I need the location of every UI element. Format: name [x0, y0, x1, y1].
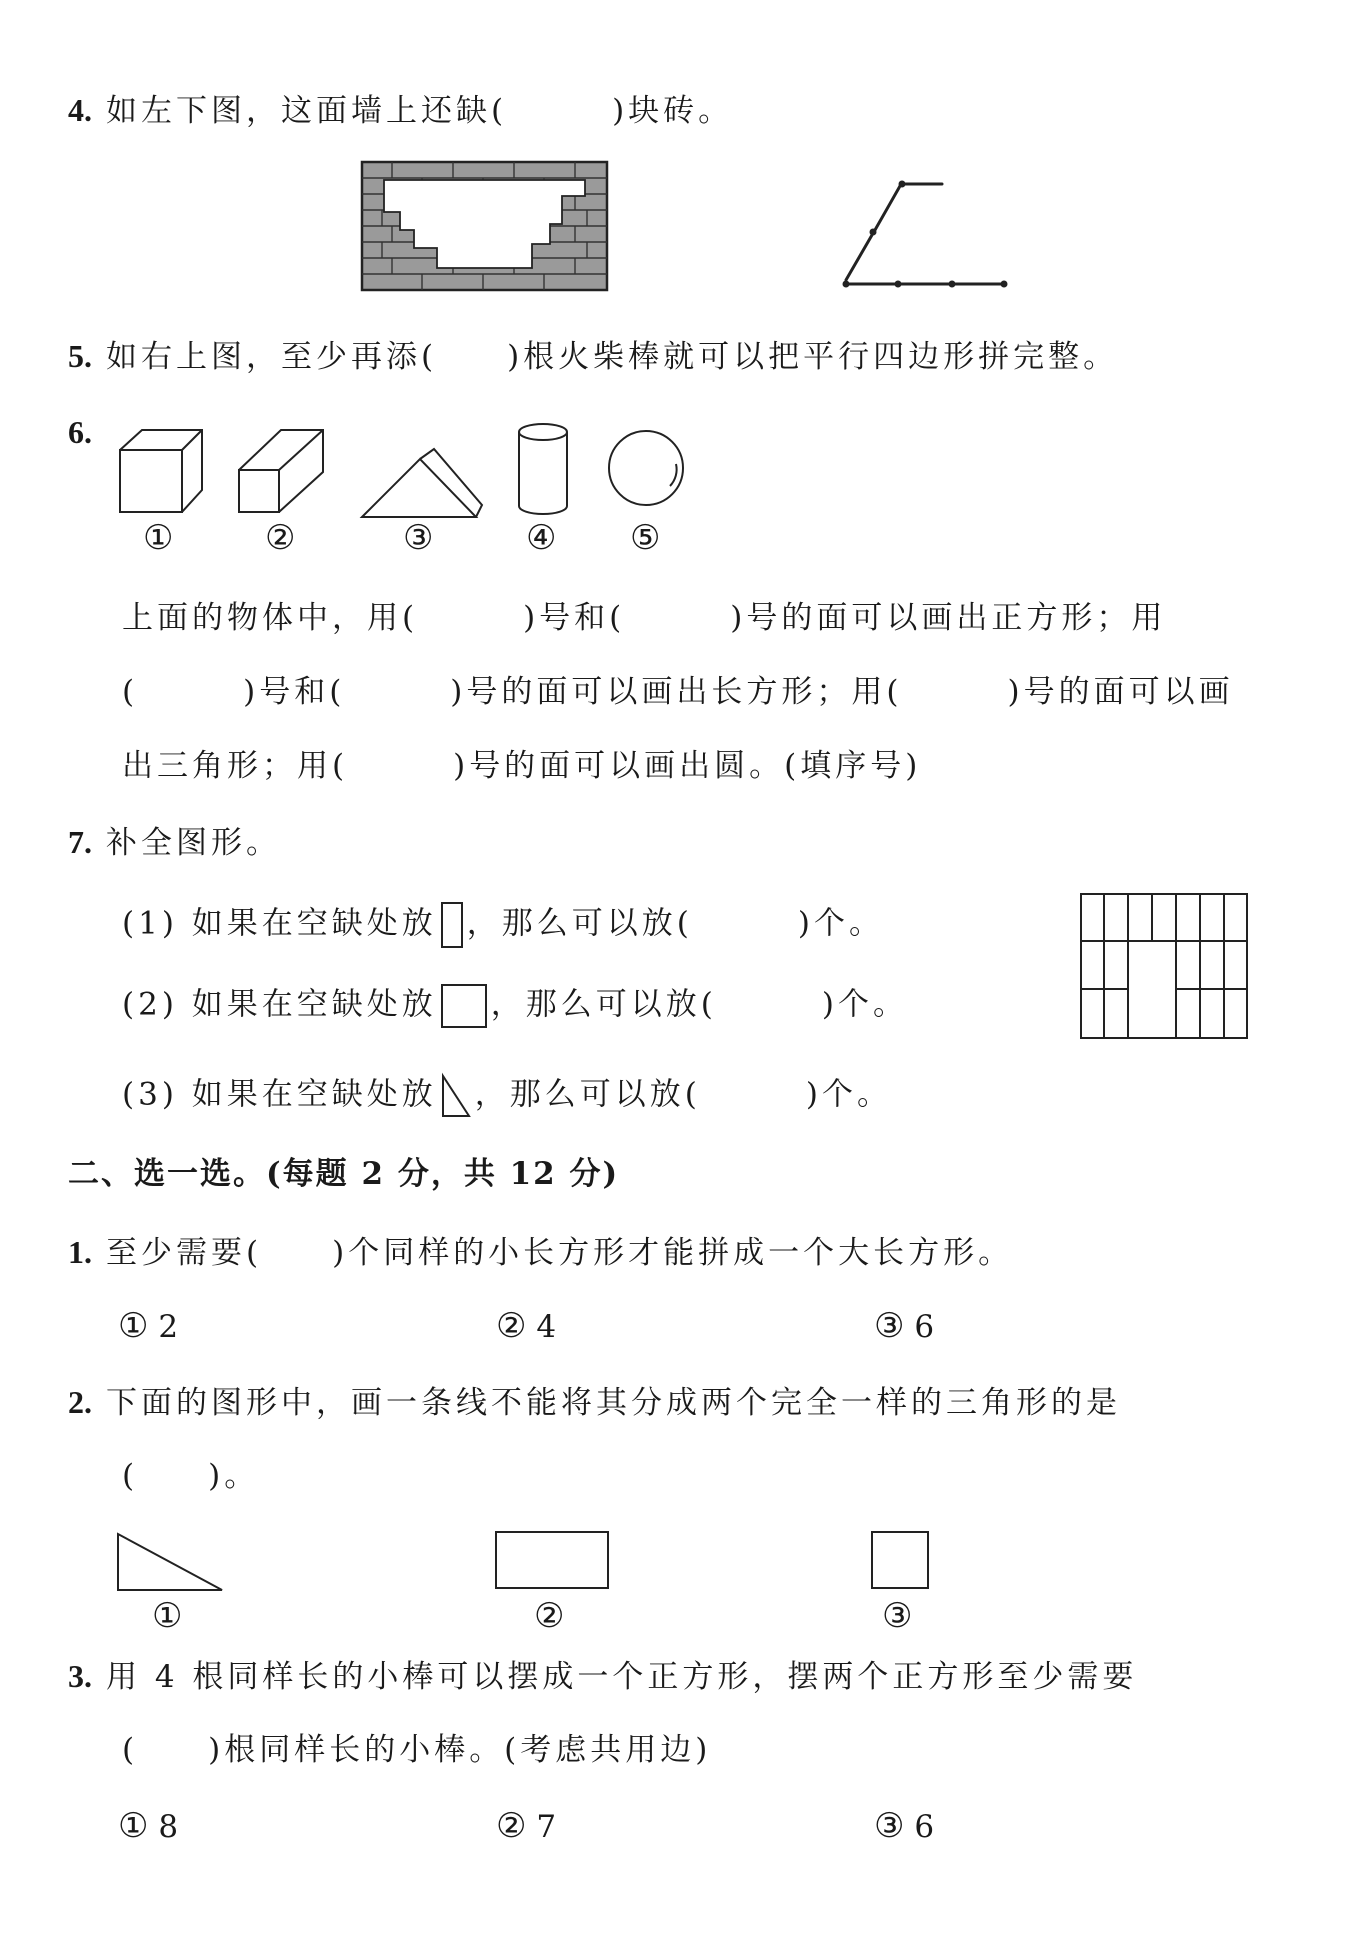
option-marker: ③ [874, 1806, 905, 1846]
question-7 [68, 822, 281, 863]
question-4 [68, 90, 733, 131]
grid-figure [1080, 893, 1250, 1041]
question-5 [68, 336, 1118, 377]
question-7-item-1 [122, 902, 884, 948]
item-prefix: (3) 如果在空缺处放 [122, 1076, 437, 1113]
item-suffix: ，那么可以放( )个。 [490, 986, 908, 1023]
choice-question-2 [68, 1382, 1121, 1423]
item-suffix: ，那么可以放( )个。 [474, 1076, 892, 1113]
question-7-item-3 [122, 1074, 892, 1118]
option-value: 6 [914, 1809, 935, 1845]
option-1[interactable] [118, 1806, 178, 1847]
item-prefix: (1) 如果在空缺处放 [122, 905, 437, 942]
tall-rectangle-icon [441, 902, 463, 948]
option-2[interactable] [496, 1806, 556, 1847]
choice-question-2-line-2: ( )。 [122, 1458, 260, 1494]
option-value: 6 [914, 1309, 935, 1345]
option-value: 2 [158, 1309, 179, 1345]
question-text: 如右上图，至少再添( )根火柴棒就可以把平行四边形拼完整。 [106, 339, 1119, 375]
cube-shape [118, 428, 208, 518]
matchstick-figure [840, 180, 1020, 290]
shape-label: ② [265, 518, 296, 558]
square-icon [441, 984, 487, 1028]
right-triangle-shape [116, 1532, 226, 1594]
shape-label: ② [534, 1596, 565, 1636]
shape-label: ① [152, 1596, 183, 1636]
option-marker: ② [496, 1306, 527, 1346]
option-marker: ① [118, 1306, 149, 1346]
triangular-prism-shape [360, 447, 485, 522]
right-triangle-icon [441, 1074, 471, 1118]
choice-question-3 [68, 1656, 1137, 1697]
question-number: 7. [68, 824, 92, 860]
option-value: 8 [158, 1809, 179, 1845]
question-number: 4. [68, 92, 92, 128]
option-marker: ② [496, 1806, 527, 1846]
option-3[interactable] [874, 1306, 934, 1347]
question-number: 6. [68, 414, 92, 450]
question-6-line-3: 出三角形；用( )号的面可以画出圆。(填序号) [122, 748, 922, 784]
question-number: 3. [68, 1658, 92, 1694]
question-number: 5. [68, 338, 92, 374]
shape-label: ③ [403, 518, 434, 558]
square-shape [870, 1530, 932, 1592]
question-text: 补全图形。 [106, 825, 281, 861]
question-text: 用 4 根同样长的小棒可以摆成一个正方形，摆两个正方形至少需要 [106, 1659, 1138, 1695]
sphere-shape [606, 428, 691, 513]
cuboid-shape [237, 428, 332, 518]
option-value: 4 [536, 1309, 557, 1345]
rectangle-shape [494, 1530, 612, 1592]
question-6-line-1: 上面的物体中，用( )号和( )号的面可以画出正方形；用 [122, 600, 1167, 636]
option-2[interactable] [496, 1306, 556, 1347]
item-suffix: ，那么可以放( )个。 [466, 905, 884, 942]
section-title: 二、选一选。(每题 2 分，共 12 分) [68, 1156, 620, 1192]
question-text: 如左下图，这面墙上还缺( )块砖。 [106, 93, 734, 129]
question-text: 至少需要( )个同样的小长方形才能拼成一个大长方形。 [106, 1235, 1014, 1271]
shape-label: ④ [526, 518, 557, 558]
shape-label: ① [143, 518, 174, 558]
question-7-item-2 [122, 984, 908, 1028]
option-marker: ③ [874, 1306, 905, 1346]
shape-label: ⑤ [630, 518, 661, 558]
option-value: 7 [536, 1809, 557, 1845]
choice-question-1 [68, 1232, 1013, 1273]
question-text: 下面的图形中，画一条线不能将其分成两个完全一样的三角形的是 [106, 1385, 1121, 1421]
item-prefix: (2) 如果在空缺处放 [122, 986, 437, 1023]
shape-label: ③ [882, 1596, 913, 1636]
option-3[interactable] [874, 1806, 934, 1847]
option-1[interactable] [118, 1306, 178, 1347]
cylinder-shape [515, 422, 575, 517]
question-number: 2. [68, 1384, 92, 1420]
question-number: 1. [68, 1234, 92, 1270]
brick-wall-figure [362, 162, 607, 290]
question-6 [68, 412, 106, 453]
option-marker: ① [118, 1806, 149, 1846]
question-6-line-2: ( )号和( )号的面可以画出长方形；用( )号的面可以画 [122, 674, 1234, 710]
choice-question-3-line-2: ( )根同样长的小棒。(考虑共用边) [122, 1732, 712, 1768]
